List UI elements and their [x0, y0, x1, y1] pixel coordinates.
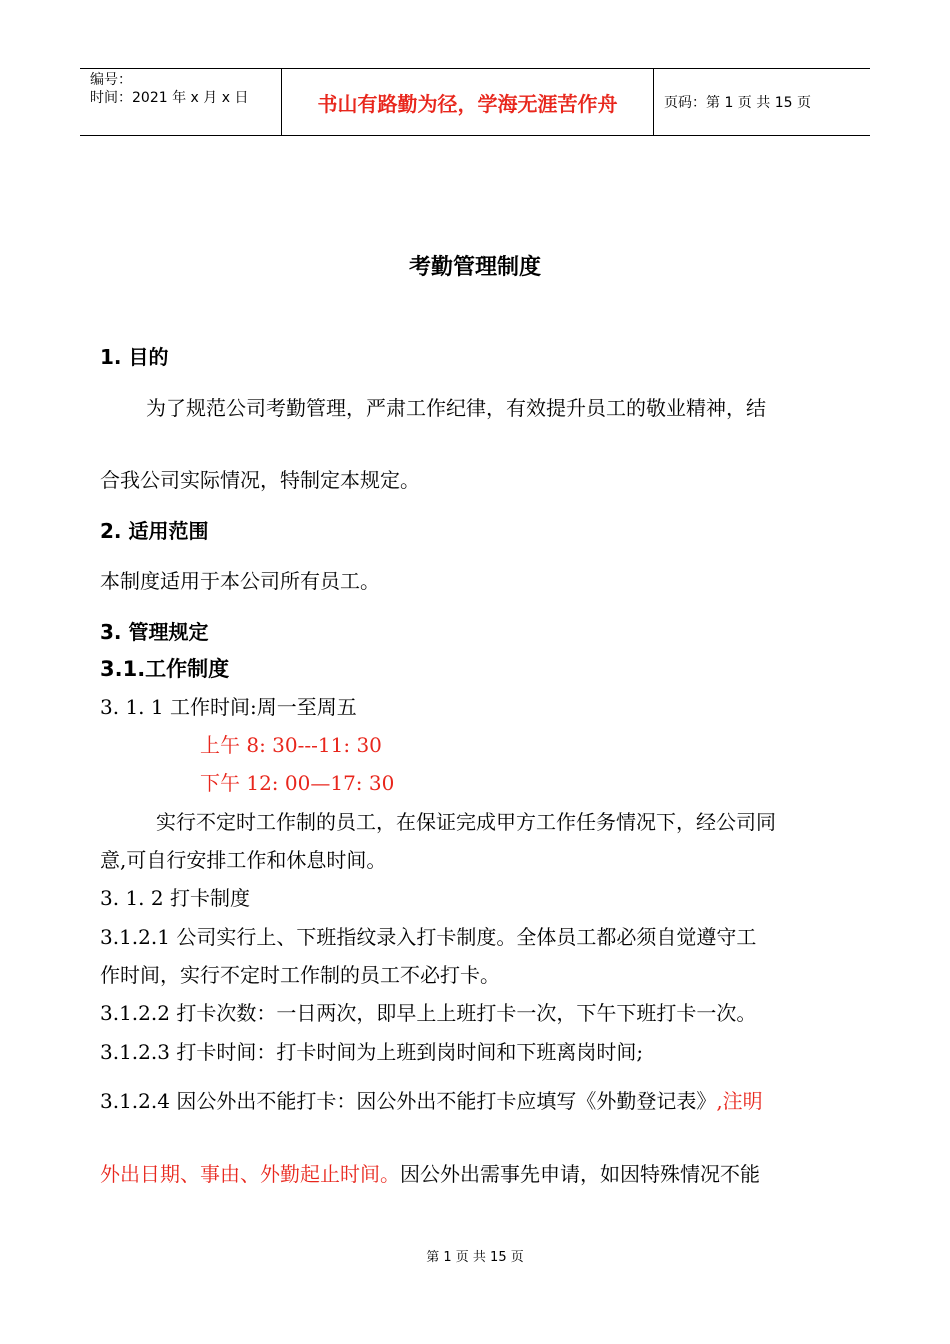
section-1-paragraph-line-1: 为了规范公司考勤管理，严肃工作纪律，有效提升员工的敬业精神，结 — [146, 396, 766, 420]
clock-in-rule-1-line-2: 作时间，实行不定时工作制的员工不必打卡。 — [100, 963, 500, 987]
section-1-heading: 1. 目的 — [100, 345, 169, 369]
flex-work-line-2: 意,可自行安排工作和休息时间。 — [100, 848, 387, 872]
header-number: 编号： — [90, 72, 132, 88]
page-header — [80, 68, 870, 136]
afternoon-hours: 下午 12: 00—17: 30 — [200, 771, 395, 795]
section-3-1-heading: 3.1.工作制度 — [100, 657, 230, 681]
clock-in-rule-4-line-1 — [100, 1089, 763, 1113]
rule-4-continuation: 因公外出需事先申请，如因特殊情况不能 — [400, 1162, 760, 1186]
rule-4-text: 3.1.2.4 因公外出不能打卡：因公外出不能打卡应填写《外勤登记表》 — [100, 1089, 717, 1113]
header-meta — [80, 69, 282, 135]
section-2-paragraph: 本制度适用于本公司所有员工。 — [100, 569, 380, 593]
rule-4-red-continuation: 外出日期、事由、外勤起止时间。 — [100, 1162, 400, 1186]
page-footer: 第 1 页 共 15 页 — [426, 1250, 524, 1265]
section-2-heading: 2. 适用范围 — [100, 519, 209, 543]
header-page-number: 页码：第 1 页 共 15 页 — [664, 95, 811, 111]
clock-in-rule-2: 3.1.2.2 打卡次数：一日两次，即早上上班打卡一次，下午下班打卡一次。 — [100, 1001, 757, 1025]
morning-hours: 上午 8: 30---11: 30 — [200, 733, 382, 757]
clock-in-rule-1-line-1: 3.1.2.1 公司实行上、下班指纹录入打卡制度。全体员工都必须自觉遵守工 — [100, 925, 757, 949]
header-date: 时间：2021 年 x 月 x 日 — [90, 90, 249, 106]
work-hours-line: 3. 1. 1 工作时间:周一至周五 — [100, 695, 357, 719]
header-motto: 书山有路勤为径，学海无涯苦作舟 — [282, 69, 654, 135]
document-title: 考勤管理制度 — [408, 255, 541, 280]
clock-in-rule-4-line-2 — [100, 1162, 760, 1186]
section-1-paragraph-line-2: 合我公司实际情况，特制定本规定。 — [100, 468, 420, 492]
clock-in-heading: 3. 1. 2 打卡制度 — [100, 886, 250, 910]
flex-work-line-1: 实行不定时工作制的员工，在保证完成甲方工作任务情况下，经公司同 — [156, 810, 776, 834]
rule-4-red-text: ,注明 — [716, 1089, 763, 1113]
section-3-heading: 3. 管理规定 — [100, 620, 209, 644]
clock-in-rule-3: 3.1.2.3 打卡时间：打卡时间为上班到岗时间和下班离岗时间; — [100, 1040, 644, 1064]
